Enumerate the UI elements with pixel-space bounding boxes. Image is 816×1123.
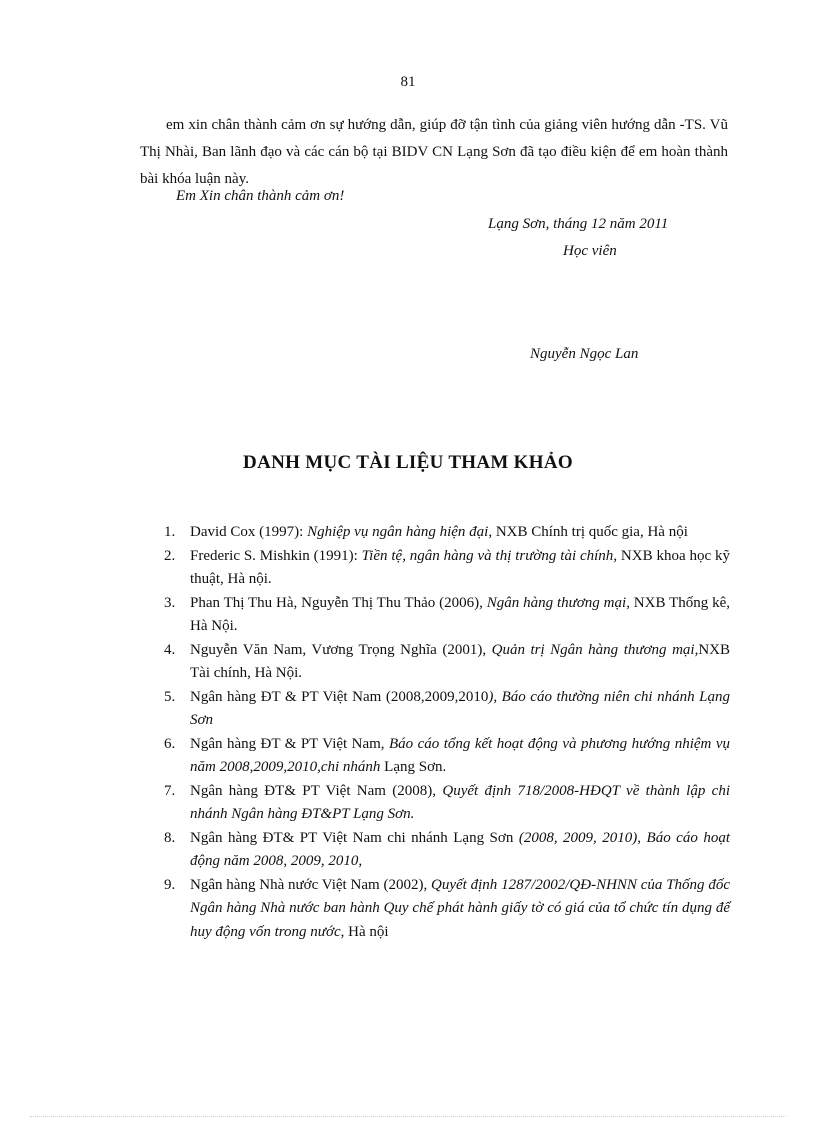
reference-text: , Hà nội xyxy=(340,923,389,940)
reference-title: Nghiệp vụ ngân hàng hiện đại xyxy=(307,524,489,540)
references-list xyxy=(140,521,730,944)
place-date: Lạng Sơn, tháng 12 năm 2011 xyxy=(488,216,669,232)
reference-title: (2008, 2009, 2010), Báo cáo hoạt động năm 2008, 2009, 2010, xyxy=(190,829,730,869)
reference-text: Ngân hàng ĐT & PT Việt Nam (2008,2009,2010 xyxy=(190,688,489,705)
reference-title: Báo cáo tổng kết hoạt động và phương hướng nhiệm vụ năm 2008,2009,2010,chi nhánh xyxy=(190,735,730,775)
reference-item xyxy=(140,827,730,874)
thanks-line: Em Xin chân thành cảm ơn! xyxy=(176,188,345,204)
reference-number: 4. xyxy=(164,641,176,658)
reference-number: 3. xyxy=(164,594,176,611)
reference-item xyxy=(140,545,730,592)
reference-number: 6. xyxy=(164,735,176,752)
page-number: 81 xyxy=(400,74,416,90)
reference-text: Nguyễn Văn Nam, Vương Trọng Nghĩa (2001), xyxy=(190,641,492,658)
reference-text: Ngân hàng ĐT & PT Việt Nam, xyxy=(190,735,389,752)
page-footer-divider xyxy=(30,1116,786,1117)
signer-role: Học viên xyxy=(563,243,617,259)
reference-text: Frederic S. Mishkin (1991): xyxy=(190,547,362,564)
reference-number: 5. xyxy=(164,688,176,705)
reference-title: Tiền tệ, ngân hàng và thị trường tài chính xyxy=(361,547,614,564)
reference-item xyxy=(140,874,730,945)
reference-item xyxy=(140,780,730,827)
reference-text: , NXB Thống kê, Hà Nội. xyxy=(190,594,731,634)
reference-title: Quyết định 718/2008-HĐQT về thành lập chi nhánh Ngân hàng ĐT&PT Lạng Sơn. xyxy=(190,782,730,822)
reference-text: , NXB Chính trị quốc gia, Hà nội xyxy=(488,524,688,540)
reference-text: Lạng Sơn. xyxy=(384,759,447,775)
reference-text: NXB Tài chính, Hà Nội. xyxy=(190,641,730,681)
reference-item xyxy=(140,592,730,639)
reference-text: Ngân hàng Nhà nước Việt Nam (2002), xyxy=(190,876,432,893)
reference-text: Ngân hàng ĐT& PT Việt Nam chi nhánh Lạng Sơn xyxy=(190,829,519,846)
references-title: DANH MỤC TÀI LIỆU THAM KHẢO xyxy=(243,452,573,473)
signer-name: Nguyễn Ngọc Lan xyxy=(530,346,639,362)
reference-item xyxy=(140,733,730,780)
reference-number: 2. xyxy=(164,547,176,564)
reference-text: Ngân hàng ĐT& PT Việt Nam (2008), xyxy=(190,782,443,799)
reference-title: Ngân hàng thương mại xyxy=(486,594,627,611)
reference-number: 8. xyxy=(164,829,176,846)
reference-text: , NXB khoa học kỹ thuật, Hà nội. xyxy=(190,547,730,587)
reference-number: 7. xyxy=(164,782,176,799)
reference-item xyxy=(140,686,730,733)
reference-number: 1. xyxy=(164,524,176,540)
acknowledgement-paragraph: em xin chân thành cảm ơn sự hướng dẫn, giúp đỡ tận tình của giảng viên hướng dẫn -TS. Vũ Thị Nhài, Ban lãnh đạo và các cán bộ tại BIDV CN Lạng Sơn đã tạo điều kiện để em hoàn thành bài khóa luận này. xyxy=(140,117,728,187)
reference-title: Quyết định 1287/2002/QĐ-NHNN của Thống đốc Ngân hàng Nhà nước ban hành Quy chế phát hành giấy tờ có giá của tổ chức tín dụng để huy động vốn trong nước xyxy=(190,876,730,940)
reference-title: Quản trị Ngân hàng thương mại, xyxy=(491,641,699,658)
reference-title: ), Báo cáo thường niên chi nhánh Lạng Sơn xyxy=(190,688,730,728)
reference-item xyxy=(140,639,730,686)
reference-item xyxy=(140,521,730,545)
reference-number: 9. xyxy=(164,876,176,893)
reference-text: Phan Thị Thu Hà, Nguyễn Thị Thu Thảo (2006), xyxy=(190,594,487,611)
reference-text: David Cox (1997): xyxy=(190,524,308,540)
acknowledgement-block xyxy=(140,112,728,193)
